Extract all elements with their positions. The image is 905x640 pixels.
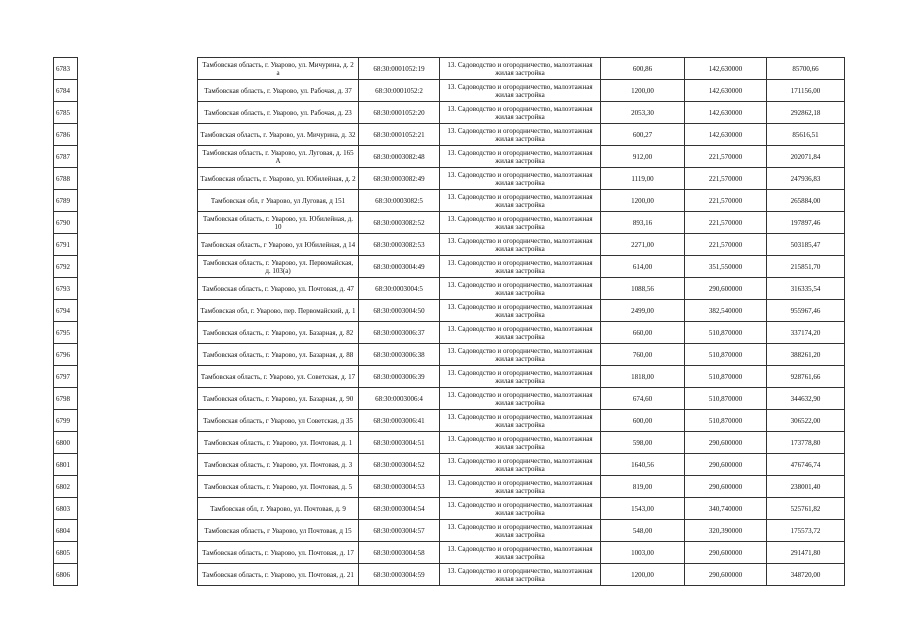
- area-cell: 760,00: [601, 344, 685, 366]
- cadastral-number-cell: 68:30:0003004:49: [359, 256, 440, 278]
- land-use-cell: 13. Садоводство и огородничество, малоэтажная жилая застройка: [440, 564, 601, 586]
- area-cell: 1200,00: [601, 80, 685, 102]
- address-cell: Тамбовская область, г. Уварово, ул. Юбилейная, д. 10: [198, 212, 359, 234]
- specific-value-cell: 142,630000: [685, 124, 767, 146]
- cadastral-value-cell: 173778,80: [767, 432, 845, 454]
- specific-value-cell: 290,600000: [685, 564, 767, 586]
- land-use-cell: 13. Садоводство и огородничество, малоэтажная жилая застройка: [440, 454, 601, 476]
- empty-column-cell: [78, 256, 198, 278]
- table-row: [54, 278, 845, 300]
- specific-value-cell: 320,390000: [685, 520, 767, 542]
- cadastral-number-cell: 68:30:0001052:20: [359, 102, 440, 124]
- cadastral-number-cell: 68:30:0003006:39: [359, 366, 440, 388]
- row-number-cell: 6800: [54, 432, 78, 454]
- land-use-cell: 13. Садоводство и огородничество, малоэтажная жилая застройка: [440, 476, 601, 498]
- land-use-cell: 13. Садоводство и огородничество, малоэтажная жилая застройка: [440, 124, 601, 146]
- cadastral-value-cell: 291471,80: [767, 542, 845, 564]
- address-cell: Тамбовская область, г. Уварово, ул. Базарная, д. 90: [198, 388, 359, 410]
- table-row: [54, 256, 845, 278]
- empty-column-cell: [78, 212, 198, 234]
- empty-column-cell: [78, 366, 198, 388]
- land-use-cell: 13. Садоводство и огородничество, малоэтажная жилая застройка: [440, 256, 601, 278]
- empty-column-cell: [78, 344, 198, 366]
- empty-column-cell: [78, 542, 198, 564]
- address-cell: Тамбовская обл, г. Уварово, ул. Почтовая, д. 9: [198, 498, 359, 520]
- cadastral-value-cell: 215851,70: [767, 256, 845, 278]
- area-cell: 1003,00: [601, 542, 685, 564]
- cadastral-value-cell: 292862,18: [767, 102, 845, 124]
- cadastral-value-cell: 238001,40: [767, 476, 845, 498]
- cadastral-number-cell: 68:30:0003006:37: [359, 322, 440, 344]
- area-cell: 600,27: [601, 124, 685, 146]
- empty-column-cell: [78, 124, 198, 146]
- empty-column-cell: [78, 564, 198, 586]
- cadastral-value-cell: 476746,74: [767, 454, 845, 476]
- empty-column-cell: [78, 300, 198, 322]
- address-cell: Тамбовская область, г. Уварово, ул. Юбилейная, д. 2: [198, 168, 359, 190]
- address-cell: Тамбовская область, г. Уварово, ул. Базарная, д. 88: [198, 344, 359, 366]
- address-cell: Тамбовская область, г. Уварово, ул. Почтовая, д. 17: [198, 542, 359, 564]
- address-cell: Тамбовская область, г. Уварово, ул. Почтовая, д. 47: [198, 278, 359, 300]
- area-cell: 1818,00: [601, 366, 685, 388]
- area-cell: 819,00: [601, 476, 685, 498]
- address-cell: Тамбовская область, г. Уварово, ул. Мичурина, д. 2 а: [198, 58, 359, 80]
- specific-value-cell: 290,600000: [685, 476, 767, 498]
- row-number-cell: 6799: [54, 410, 78, 432]
- cadastral-number-cell: 68:30:0003004:57: [359, 520, 440, 542]
- row-number-cell: 6794: [54, 300, 78, 322]
- cadastral-number-cell: 68:30:0003004:50: [359, 300, 440, 322]
- empty-column-cell: [78, 322, 198, 344]
- table-row: [54, 212, 845, 234]
- row-number-cell: 6801: [54, 454, 78, 476]
- area-cell: 912,00: [601, 146, 685, 168]
- address-cell: Тамбовская обл, г. Уварово, пер. Первомайский, д. 1: [198, 300, 359, 322]
- cadastral-number-cell: 68:30:0003004:52: [359, 454, 440, 476]
- specific-value-cell: 290,600000: [685, 542, 767, 564]
- row-number-cell: 6798: [54, 388, 78, 410]
- land-parcels-table: [53, 57, 845, 586]
- row-number-cell: 6792: [54, 256, 78, 278]
- area-cell: 600,00: [601, 410, 685, 432]
- empty-column-cell: [78, 146, 198, 168]
- empty-column-cell: [78, 388, 198, 410]
- address-cell: Тамбовская область, г. Уварово, ул. Рабочая, д. 37: [198, 80, 359, 102]
- table-row: [54, 388, 845, 410]
- address-cell: Тамбовская область, г. Уварово, ул. Базарная, д. 82: [198, 322, 359, 344]
- cadastral-number-cell: 68:30:0003006:38: [359, 344, 440, 366]
- address-cell: Тамбовская обл, г Уварово, ул Луговая, д 151: [198, 190, 359, 212]
- table-row: [54, 432, 845, 454]
- land-use-cell: 13. Садоводство и огородничество, малоэтажная жилая застройка: [440, 278, 601, 300]
- cadastral-value-cell: 247936,83: [767, 168, 845, 190]
- cadastral-value-cell: 928761,66: [767, 366, 845, 388]
- land-use-cell: 13. Садоводство и огородничество, малоэтажная жилая застройка: [440, 234, 601, 256]
- row-number-cell: 6795: [54, 322, 78, 344]
- land-use-cell: 13. Садоводство и огородничество, малоэтажная жилая застройка: [440, 498, 601, 520]
- row-number-cell: 6785: [54, 102, 78, 124]
- row-number-cell: 6803: [54, 498, 78, 520]
- specific-value-cell: 142,630000: [685, 58, 767, 80]
- cadastral-number-cell: 68:30:0003006:4: [359, 388, 440, 410]
- land-use-cell: 13. Садоводство и огородничество, малоэтажная жилая застройка: [440, 322, 601, 344]
- specific-value-cell: 510,870000: [685, 410, 767, 432]
- specific-value-cell: 382,540000: [685, 300, 767, 322]
- cadastral-value-cell: 197897,46: [767, 212, 845, 234]
- area-cell: 1119,00: [601, 168, 685, 190]
- table-row: [54, 58, 845, 80]
- land-use-cell: 13. Садоводство и огородничество, малоэтажная жилая застройка: [440, 80, 601, 102]
- address-cell: Тамбовская область, г. Уварово, ул. Почтовая, д. 21: [198, 564, 359, 586]
- empty-column-cell: [78, 168, 198, 190]
- empty-column-cell: [78, 454, 198, 476]
- cadastral-value-cell: 265884,00: [767, 190, 845, 212]
- empty-column-cell: [78, 58, 198, 80]
- cadastral-value-cell: 955967,46: [767, 300, 845, 322]
- cadastral-number-cell: 68:30:0003004:51: [359, 432, 440, 454]
- address-cell: Тамбовская область, г. Уварово, ул. Почтовая, д. 1: [198, 432, 359, 454]
- area-cell: 1543,00: [601, 498, 685, 520]
- cadastral-value-cell: 344632,90: [767, 388, 845, 410]
- row-number-cell: 6789: [54, 190, 78, 212]
- cadastral-value-cell: 171156,00: [767, 80, 845, 102]
- specific-value-cell: 510,870000: [685, 388, 767, 410]
- row-number-cell: 6793: [54, 278, 78, 300]
- table-row: [54, 300, 845, 322]
- empty-column-cell: [78, 102, 198, 124]
- area-cell: 600,86: [601, 58, 685, 80]
- land-use-cell: 13. Садоводство и огородничество, малоэтажная жилая застройка: [440, 410, 601, 432]
- table-row: [54, 168, 845, 190]
- empty-column-cell: [78, 278, 198, 300]
- specific-value-cell: 510,870000: [685, 344, 767, 366]
- cadastral-value-cell: 85700,66: [767, 58, 845, 80]
- cadastral-number-cell: 68:30:0003082:53: [359, 234, 440, 256]
- specific-value-cell: 142,630000: [685, 80, 767, 102]
- table-row: [54, 102, 845, 124]
- cadastral-value-cell: 525761,82: [767, 498, 845, 520]
- cadastral-number-cell: 68:30:0001052:19: [359, 58, 440, 80]
- cadastral-number-cell: 68:30:0003004:53: [359, 476, 440, 498]
- table-row: [54, 322, 845, 344]
- land-use-cell: 13. Садоводство и огородничество, малоэтажная жилая застройка: [440, 344, 601, 366]
- address-cell: Тамбовская область, г. Уварово, ул. Рабочая, д. 23: [198, 102, 359, 124]
- specific-value-cell: 340,740000: [685, 498, 767, 520]
- row-number-cell: 6804: [54, 520, 78, 542]
- cadastral-number-cell: 68:30:0003004:5: [359, 278, 440, 300]
- cadastral-value-cell: 388261,20: [767, 344, 845, 366]
- area-cell: 2499,00: [601, 300, 685, 322]
- table-row: [54, 190, 845, 212]
- address-cell: Тамбовская область, г. Уварово, ул. Мичурина, д. 32: [198, 124, 359, 146]
- address-cell: Тамбовская область, г. Уварово, ул. Почтовая, д. 3: [198, 454, 359, 476]
- table-row: [54, 564, 845, 586]
- cadastral-value-cell: 306522,00: [767, 410, 845, 432]
- address-cell: Тамбовская область, г Уварово, ул Почтовая, д 15: [198, 520, 359, 542]
- cadastral-number-cell: 68:30:0003006:41: [359, 410, 440, 432]
- cadastral-value-cell: 348720,00: [767, 564, 845, 586]
- empty-column-cell: [78, 234, 198, 256]
- specific-value-cell: 510,870000: [685, 366, 767, 388]
- table-row: [54, 498, 845, 520]
- specific-value-cell: 290,600000: [685, 278, 767, 300]
- empty-column-cell: [78, 410, 198, 432]
- specific-value-cell: 142,630000: [685, 102, 767, 124]
- area-cell: 660,00: [601, 322, 685, 344]
- specific-value-cell: 221,570000: [685, 212, 767, 234]
- table-row: [54, 146, 845, 168]
- table-row: [54, 344, 845, 366]
- address-cell: Тамбовская область, г Уварово, ул Юбилейная, д 14: [198, 234, 359, 256]
- row-number-cell: 6790: [54, 212, 78, 234]
- area-cell: 1088,56: [601, 278, 685, 300]
- row-number-cell: 6787: [54, 146, 78, 168]
- cadastral-value-cell: 85616,51: [767, 124, 845, 146]
- specific-value-cell: 351,550000: [685, 256, 767, 278]
- land-use-cell: 13. Садоводство и огородничество, малоэтажная жилая застройка: [440, 146, 601, 168]
- table-row: [54, 542, 845, 564]
- land-use-cell: 13. Садоводство и огородничество, малоэтажная жилая застройка: [440, 190, 601, 212]
- table-row: [54, 410, 845, 432]
- cadastral-number-cell: 68:30:0003082:52: [359, 212, 440, 234]
- empty-column-cell: [78, 498, 198, 520]
- row-number-cell: 6786: [54, 124, 78, 146]
- area-cell: 614,00: [601, 256, 685, 278]
- empty-column-cell: [78, 432, 198, 454]
- row-number-cell: 6802: [54, 476, 78, 498]
- table-row: [54, 234, 845, 256]
- area-cell: 674,60: [601, 388, 685, 410]
- area-cell: 598,00: [601, 432, 685, 454]
- cadastral-number-cell: 68:30:0003004:59: [359, 564, 440, 586]
- address-cell: Тамбовская область, г. Уварово, ул. Первомайская, д. 103(а): [198, 256, 359, 278]
- row-number-cell: 6796: [54, 344, 78, 366]
- land-use-cell: 13. Садоводство и огородничество, малоэтажная жилая застройка: [440, 58, 601, 80]
- specific-value-cell: 290,600000: [685, 432, 767, 454]
- row-number-cell: 6806: [54, 564, 78, 586]
- specific-value-cell: 221,570000: [685, 168, 767, 190]
- empty-column-cell: [78, 190, 198, 212]
- land-use-cell: 13. Садоводство и огородничество, малоэтажная жилая застройка: [440, 168, 601, 190]
- cadastral-number-cell: 68:30:0003004:58: [359, 542, 440, 564]
- area-cell: 2053,30: [601, 102, 685, 124]
- cadastral-number-cell: 68:30:0003082:48: [359, 146, 440, 168]
- cadastral-value-cell: 202071,84: [767, 146, 845, 168]
- land-use-cell: 13. Садоводство и огородничество, малоэтажная жилая застройка: [440, 300, 601, 322]
- address-cell: Тамбовская область, г. Уварово, ул. Луговая, д. 165 А: [198, 146, 359, 168]
- cadastral-value-cell: 175573,72: [767, 520, 845, 542]
- specific-value-cell: 221,570000: [685, 190, 767, 212]
- area-cell: 1640,56: [601, 454, 685, 476]
- specific-value-cell: 221,570000: [685, 146, 767, 168]
- cadastral-value-cell: 316335,54: [767, 278, 845, 300]
- table-row: [54, 366, 845, 388]
- land-use-cell: 13. Садоводство и огородничество, малоэтажная жилая застройка: [440, 388, 601, 410]
- cadastral-number-cell: 68:30:0003082:49: [359, 168, 440, 190]
- specific-value-cell: 510,870000: [685, 322, 767, 344]
- table-row: [54, 454, 845, 476]
- table-row: [54, 520, 845, 542]
- specific-value-cell: 290,600000: [685, 454, 767, 476]
- land-use-cell: 13. Садоводство и огородничество, малоэтажная жилая застройка: [440, 542, 601, 564]
- land-use-cell: 13. Садоводство и огородничество, малоэтажная жилая застройка: [440, 432, 601, 454]
- land-use-cell: 13. Садоводство и огородничество, малоэтажная жилая застройка: [440, 212, 601, 234]
- area-cell: 893,16: [601, 212, 685, 234]
- table-body: [54, 58, 845, 586]
- cadastral-number-cell: 68:30:0001052:21: [359, 124, 440, 146]
- empty-column-cell: [78, 520, 198, 542]
- row-number-cell: 6791: [54, 234, 78, 256]
- land-use-cell: 13. Садоводство и огородничество, малоэтажная жилая застройка: [440, 102, 601, 124]
- land-use-cell: 13. Садоводство и огородничество, малоэтажная жилая застройка: [440, 366, 601, 388]
- cadastral-value-cell: 337174,20: [767, 322, 845, 344]
- area-cell: 548,00: [601, 520, 685, 542]
- specific-value-cell: 221,570000: [685, 234, 767, 256]
- cadastral-number-cell: 68:30:0003004:54: [359, 498, 440, 520]
- area-cell: 1200,00: [601, 190, 685, 212]
- land-use-cell: 13. Садоводство и огородничество, малоэтажная жилая застройка: [440, 520, 601, 542]
- address-cell: Тамбовская область, г. Уварово, ул. Почтовая, д. 5: [198, 476, 359, 498]
- row-number-cell: 6805: [54, 542, 78, 564]
- cadastral-number-cell: 68:30:0001052:2: [359, 80, 440, 102]
- area-cell: 1200,00: [601, 564, 685, 586]
- address-cell: Тамбовская область, г. Уварово, ул. Советская, д. 17: [198, 366, 359, 388]
- address-cell: Тамбовская область, г Уварово, ул Советская, д 35: [198, 410, 359, 432]
- cadastral-number-cell: 68:30:0003082:5: [359, 190, 440, 212]
- row-number-cell: 6788: [54, 168, 78, 190]
- empty-column-cell: [78, 80, 198, 102]
- empty-column-cell: [78, 476, 198, 498]
- table-row: [54, 124, 845, 146]
- table-row: [54, 476, 845, 498]
- row-number-cell: 6797: [54, 366, 78, 388]
- cadastral-value-cell: 503185,47: [767, 234, 845, 256]
- table-row: [54, 80, 845, 102]
- row-number-cell: 6784: [54, 80, 78, 102]
- area-cell: 2271,00: [601, 234, 685, 256]
- row-number-cell: 6783: [54, 58, 78, 80]
